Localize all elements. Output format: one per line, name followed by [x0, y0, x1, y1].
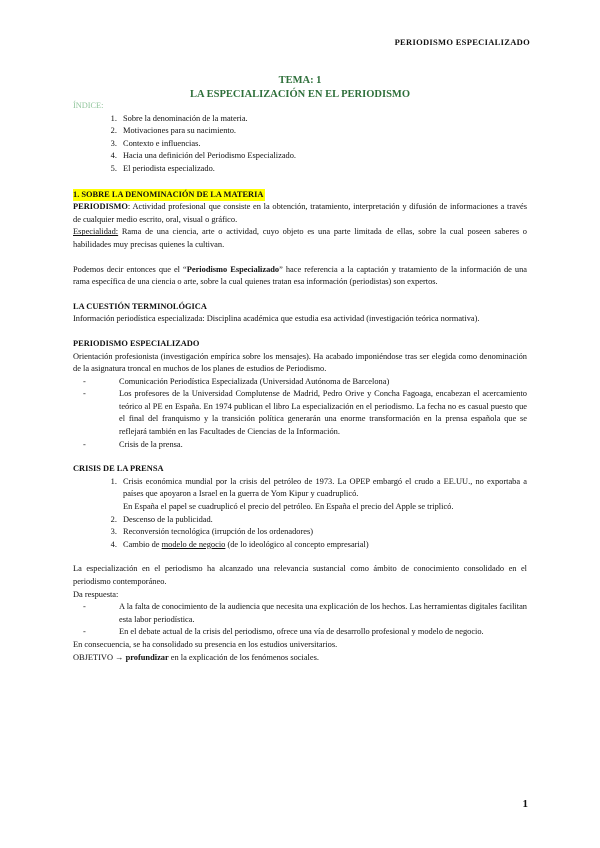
- list-item: - En el debate actual de la crisis del periodismo, ofrece una vía de desarrollo profesional y modelo de negocio.: [109, 626, 527, 639]
- index-label: ÍNDICE:: [73, 101, 104, 110]
- crisis-item-4-post: (de lo ideológico al concepto empresarial): [225, 539, 369, 549]
- da-respuesta: Da respuesta:: [73, 589, 119, 599]
- crisis-item: 3. Reconversión tecnológica (irrupción de los ordenadores): [119, 526, 527, 539]
- final-paragraph: La especialización en el periodismo ha alcanzado una relevancia sustancial como ámbito de conocimiento consolidado en el periodismo contemporáneo.: [73, 564, 527, 586]
- list-item: - Crisis de la prensa.: [109, 439, 527, 452]
- crisis-item: 2. Descenso de la publicidad.: [119, 514, 527, 527]
- especialidad-definition: [73, 226, 527, 251]
- cuestion-heading: LA CUESTIÓN TERMINOLÓGICA: [73, 301, 207, 311]
- podemos-paragraph: [73, 264, 527, 289]
- index-item: 3. Contexto e influencias.: [119, 138, 527, 151]
- especialidad-term: Especialidad:: [73, 227, 119, 237]
- periodismo-definition: [73, 201, 527, 226]
- crisis-item: [119, 539, 527, 552]
- index-item: 2. Motivaciones para su nacimiento.: [119, 125, 527, 138]
- crisis-heading: CRISIS DE LA PRENSA: [73, 464, 164, 474]
- final-list: [73, 601, 527, 639]
- crisis-item-1-extra: En España el papel se cuadruplicó el precio del petróleo. En España el precio del Apple se triplicó.: [123, 502, 454, 512]
- running-header: PERIODISMO ESPECIALIZADO: [394, 37, 530, 47]
- index-item: 4. Hacia una definición del Periodismo Especializado.: [119, 150, 527, 163]
- tema-label: TEMA: 1: [278, 75, 322, 86]
- index-item: 1. Sobre la denominación de la materia.: [119, 113, 527, 126]
- page-number: 1: [522, 798, 528, 810]
- periodismo-term: PERIODISMO: [73, 202, 128, 212]
- crisis-item-4-underlined: modelo de negocio: [161, 539, 226, 549]
- pe-list: [73, 376, 527, 452]
- pe-text: Orientación profesionista (investigación empírica sobre los mensajes). Ha acabado imponiéndose tras ser elegida como denominación de la asignatura troncal en muchos de los planes de estudios de Periodismo.: [73, 351, 527, 374]
- crisis-item: [119, 476, 527, 514]
- list-item: - Los profesores de la Universidad Complutense de Madrid, Pedro Orive y Concha Fagoaga, encabezan el acercamiento teórico al PE en España. En 1974 publican el libro La especialización en el periodismo. La fecha no es casual puesto que el final del franquismo y la transición política generarán una enorme transformación en la prensa española que se reflejará también en las Facultades de Ciencias de la Información.: [109, 388, 527, 438]
- document-title: LA ESPECIALIZACIÓN EN EL PERIODISMO: [190, 89, 410, 100]
- especialidad-def-text: Rama de una ciencia, arte o actividad, cuyo objeto es una parte limitada de ellas, sobre la cual poseen saberes o habilidades muy precisas quienes la cultivan.: [73, 227, 527, 249]
- section-1-heading: 1. SOBRE LA DENOMINACIÓN DE LA MATERIA: [73, 189, 265, 202]
- crisis-item-1-text: Crisis económica mundial por la crisis del petróleo de 1973. La OPEP embargó el crudo a EE.UU., no exportaba a países que apoyaron a Israel en la guerra de Yom Kipur y cuadruplicó.: [123, 476, 527, 499]
- podemos-bold: Periodismo Especializado: [186, 264, 280, 274]
- index-list: [73, 113, 527, 176]
- pe-heading: PERIODISMO ESPECIALIZADO: [73, 338, 200, 348]
- list-item: - A la falta de conocimiento de la audiencia que necesita una explicación de los hechos. Las herramientas digitales facilitan esta labor periodística.: [109, 601, 527, 626]
- podemos-post: ” hace referencia a la captación y tratamiento de la información de una rama específica de una ciencia o arte, sobre la cual quienes tratan esa información (periodistas) son expertos.: [73, 264, 528, 287]
- periodismo-def-text: : Actividad profesional que consiste en la obtención, tratamiento, interpretación y difusión de informaciones a través de cualquier medio escrito, oral, visual o gráfico.: [73, 202, 527, 224]
- podemos-pre: Podemos decir entonces que el “: [73, 264, 187, 274]
- crisis-item-4-pre: Cambio de: [123, 539, 162, 549]
- objetivo-pre: OBJETIVO →: [73, 652, 126, 662]
- cuestion-text: Información periodística especializada: Disciplina académica que estudia esa actividad (investigación teórica normativa).: [73, 314, 480, 324]
- consecuencia-text: En consecuencia, se ha consolidado su presencia en los estudios universitarios.: [73, 639, 338, 649]
- document-body: [73, 100, 527, 664]
- objetivo-post: en la explicación de los fenómenos sociales.: [168, 652, 319, 662]
- objetivo-bold: profundizar: [125, 652, 169, 662]
- crisis-list: [73, 476, 527, 552]
- list-item: - Comunicación Periodística Especializada (Universidad Autónoma de Barcelona): [109, 376, 527, 389]
- objetivo-line: [73, 652, 527, 665]
- index-item: 5. El periodista especializado.: [119, 163, 527, 176]
